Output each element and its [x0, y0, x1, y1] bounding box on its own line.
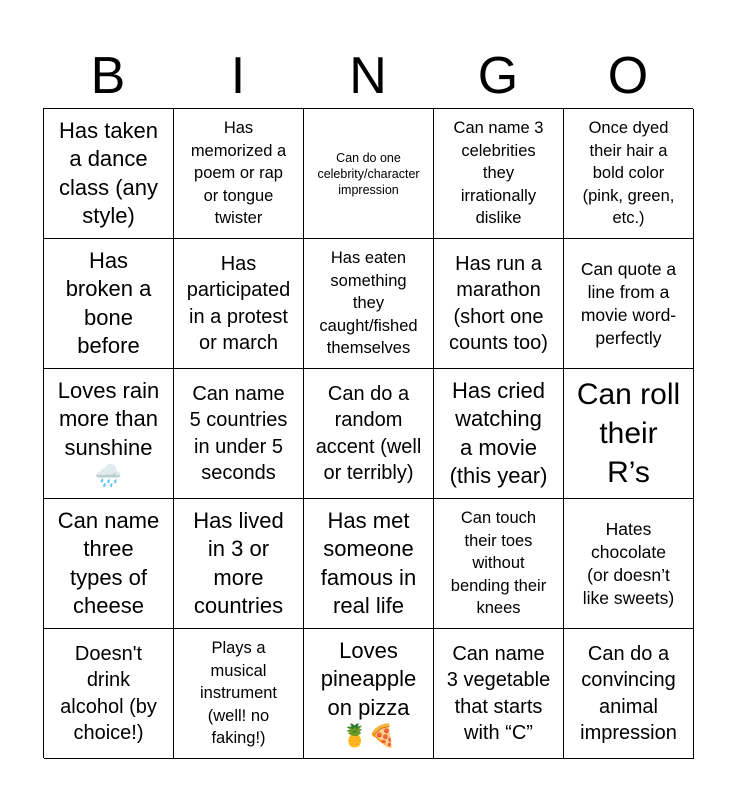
- bingo-cell[interactable]: [434, 239, 564, 369]
- cell-text: Can do one celebrity/character impression: [317, 150, 420, 197]
- cell-text: Loves pineapple on pizza 🍍🍕: [320, 637, 417, 748]
- bingo-header: [43, 44, 693, 108]
- cell-text: Can do a convincing animal impression: [580, 642, 677, 744]
- cell-text: Once dyed their hair a bold color (pink, green, etc.): [582, 119, 675, 228]
- bingo-cell[interactable]: [44, 109, 174, 239]
- cell-text: Has run a marathon (short one counts too): [449, 252, 548, 354]
- cell-text: Can name three types of cheese: [57, 507, 160, 618]
- cell-text: Can do a random accent (well or terribly): [315, 382, 422, 484]
- header-letter-g: G: [477, 47, 519, 105]
- bingo-cell[interactable]: [564, 369, 694, 499]
- cell-text: Plays a musical instrument (well! no faking!): [199, 639, 278, 748]
- bingo-cell[interactable]: [434, 109, 564, 239]
- bingo-card-grid: [43, 108, 693, 758]
- cell-text: Can touch their toes without bending their knees: [450, 509, 547, 618]
- cell-text: Can quote a line from a movie word- perfectly: [580, 258, 677, 348]
- header-letter-o: O: [607, 47, 649, 105]
- cell-text: Has memorized a poem or rap or tongue twister: [190, 119, 287, 228]
- cell-text: Can name 3 vegetable that starts with “C”: [446, 642, 551, 744]
- cell-text: Can roll their R’s: [576, 378, 681, 489]
- bingo-cell[interactable]: [434, 369, 564, 499]
- cell-text: Can name 3 celebrities they irrationally dislike: [453, 119, 544, 228]
- cell-text: Has participated in a protest or march: [186, 252, 291, 354]
- header-letter-n: N: [349, 47, 387, 105]
- bingo-cell[interactable]: [174, 369, 304, 499]
- cell-text: Has broken a bone before: [65, 247, 152, 358]
- cell-text: Can name 5 countries in under 5 seconds: [189, 382, 288, 484]
- cell-text: Has lived in 3 or more countries: [193, 507, 284, 618]
- bingo-cell[interactable]: [44, 499, 174, 629]
- cell-text: Doesn't drink alcohol (by choice!): [60, 642, 157, 744]
- bingo-cell[interactable]: [304, 499, 434, 629]
- cell-text: Hates chocolate (or doesn’t like sweets): [582, 518, 675, 608]
- cell-text: Has taken a dance class (any style): [58, 117, 159, 228]
- bingo-cell[interactable]: [174, 499, 304, 629]
- cell-text: Has met someone famous in real life: [320, 507, 417, 618]
- bingo-cell[interactable]: [44, 239, 174, 369]
- bingo-cell[interactable]: [304, 629, 434, 759]
- header-letter-i: I: [230, 47, 246, 105]
- bingo-cell[interactable]: [564, 629, 694, 759]
- bingo-cell[interactable]: [564, 109, 694, 239]
- bingo-cell[interactable]: [434, 499, 564, 629]
- bingo-cell[interactable]: [174, 109, 304, 239]
- header-letter-b: B: [90, 47, 126, 105]
- bingo-cell[interactable]: [174, 239, 304, 369]
- bingo-cell[interactable]: [434, 629, 564, 759]
- bingo-cell[interactable]: [564, 499, 694, 629]
- cell-text: Loves rain more than sunshine 🌧️: [57, 377, 160, 488]
- bingo-cell[interactable]: [304, 239, 434, 369]
- bingo-cell[interactable]: [304, 109, 434, 239]
- cell-text: Has eaten something they caught/fished themselves: [319, 249, 418, 358]
- cell-text: Has cried watching a movie (this year): [449, 377, 548, 488]
- bingo-cell[interactable]: [564, 239, 694, 369]
- bingo-cell[interactable]: [174, 629, 304, 759]
- bingo-cell[interactable]: [44, 629, 174, 759]
- bingo-cell[interactable]: [44, 369, 174, 499]
- bingo-cell[interactable]: [304, 369, 434, 499]
